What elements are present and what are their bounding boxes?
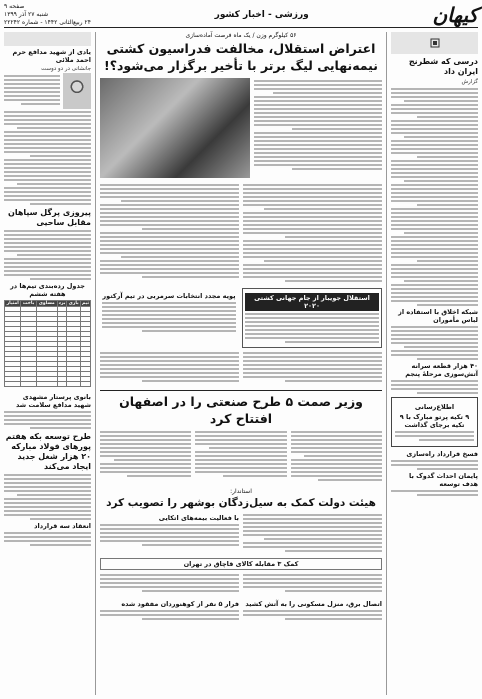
news5-title: پایمان احداث گدوک با هدف توسعه [409, 472, 478, 488]
lead-title-2: نیمه‌نهایی لیگ برتر با تأخیر برگزار می‌شود؟! [104, 58, 378, 73]
farmers-title: فرار ۵ نفر از کوهنوردان مفقود شده [121, 600, 239, 608]
right-column [386, 32, 478, 695]
cabinet-title: هیئت دولت کمک به سیل‌زدگان بوشهر را تصویب کرد [106, 497, 376, 509]
victory-body [4, 230, 91, 280]
date-persian: شنبه ۲۷ آذر ۱۳۹۹ [4, 10, 49, 18]
lead-kicker: ۵۶ کیلوگرم وزن / یک ماه فرصت آماده‌سازی [185, 32, 297, 39]
plan-body [4, 474, 91, 520]
table-header-5: امتیاز [5, 301, 21, 307]
table-cell [57, 382, 67, 387]
left-column [4, 32, 96, 695]
news3-body [391, 380, 478, 394]
section-title: ورزشی - اخبار کشور [214, 9, 309, 20]
middle-area [100, 32, 382, 695]
lead-title-1: اعتراض استقلال، مخالفت فدراسیون کشتی [106, 41, 376, 56]
housing-title: اتصال برق، منزل مسکونی را به آتش کشید [245, 600, 382, 608]
portrait-photo [63, 73, 91, 109]
table-title: جدول رده‌بندی تیم‌ها در هفته ششم [10, 282, 85, 298]
table-header-2: برد [58, 301, 66, 306]
news5-body [391, 490, 478, 496]
left-banner [4, 32, 91, 46]
nurse-title: بانوی پرستار مشهدی شهید مدافع سلامت شد [16, 393, 91, 409]
table-row [5, 382, 91, 387]
news4-title: فسخ فرارداد راه‌سازی [406, 450, 478, 458]
cabinet-kicker: استاندار: [230, 488, 252, 495]
table-cell [36, 382, 57, 387]
ad-title: اطلاع‌رسانی [414, 403, 455, 411]
chess-title: درسی که شطرنج ایران داد [408, 57, 478, 76]
table-cell [67, 382, 81, 387]
nurse-body [4, 411, 91, 429]
ports-title: کمک ۳ مقابله کالای قاچاق در تهران [100, 558, 382, 570]
newspaper-logo: کیهان [432, 2, 478, 27]
page-number: صفحه ۹ [4, 2, 25, 10]
victory-title: پیروزی پرگل سپاهان مقابل ساحیی [7, 208, 91, 227]
contract-title: انعقاد سه قرارداد [34, 522, 91, 530]
news4-body [391, 460, 478, 470]
obituary-body [4, 111, 91, 205]
wrestling-story-title: استقلال جویبار از جام جهانی کشتی ۲۰۲۰ [245, 293, 379, 311]
vote-title: پویه مجدد انتخابات سرمربی در تیم آرکتور [102, 292, 236, 300]
lead-headline [100, 32, 382, 74]
column-banner [391, 32, 478, 54]
table-cell [5, 382, 21, 387]
table-header-0: تیم [81, 301, 90, 306]
boost-title: با فعالیت بیمه‌های اتکایی [158, 514, 239, 522]
ad-body: ۹ تکیه پرتو مبارک با ۹ تکیه برجای گذاشت [399, 413, 470, 429]
table-cell [81, 382, 91, 387]
masthead [4, 2, 478, 28]
plan-title: طرح توسعه بکه هفتم پورهای فولاد مبارکه ۲۰ هزار شغل جدید ایجاد می‌کند [5, 432, 91, 471]
table-header-1: بازی [68, 301, 79, 306]
chess-sub: گزارش [461, 79, 478, 85]
column-logo-icon [430, 38, 440, 48]
chess-body [391, 88, 478, 306]
industry-title: وزیر صمت ۵ طرح صنعتی را در اصفهان افتتاح کرد [100, 390, 382, 427]
cabinet-headline [100, 488, 382, 510]
vote-story [100, 288, 238, 348]
obituary-title: یادی از شهید مدافع حرم احمد ملائی [12, 48, 91, 64]
news2-body [391, 326, 478, 360]
ad-box [391, 397, 478, 447]
standings-table [4, 300, 91, 387]
news2-title: شبکه اخلاق با استفاده از لباس مأموران [398, 308, 478, 324]
table-header-3: مساوی [36, 301, 57, 307]
wrestling-story [242, 288, 382, 348]
news3-title: ۴۰ هزار قطعه سرانه آتش‌سوزی مرحلهٔ پنجم [405, 362, 478, 378]
contract-body [4, 532, 91, 546]
wrestling-photo [100, 78, 250, 178]
lead-body [254, 80, 382, 176]
date-lunar: ۲۴ ربیع‌الثانی ۱۴۴۲ - شماره ۲۲۲۴۲ [4, 18, 91, 26]
date-block [4, 3, 91, 27]
table-header-4: باخت [22, 301, 35, 306]
obituary-sub: جانشانی در دو دوست [41, 66, 91, 72]
table-cell [21, 382, 36, 387]
